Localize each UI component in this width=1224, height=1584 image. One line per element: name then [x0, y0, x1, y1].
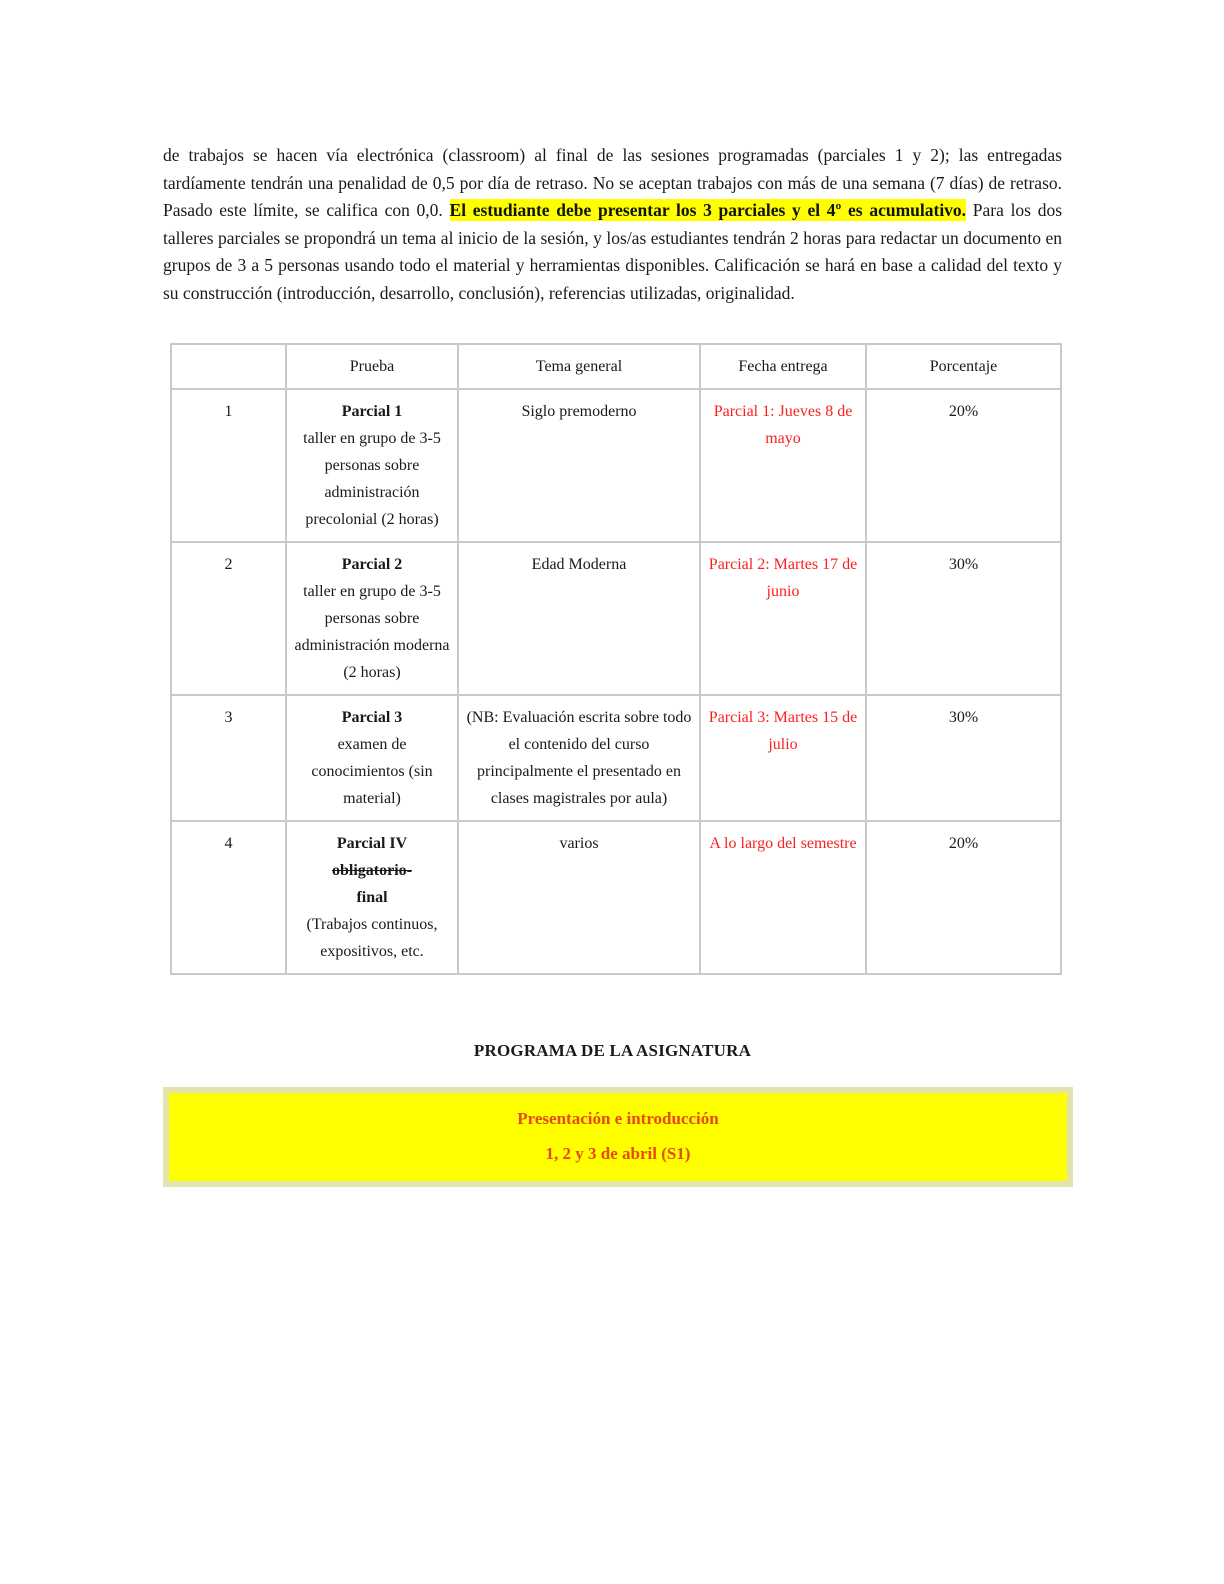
banner-line-1: Presentación e introducción — [517, 1109, 719, 1128]
highlight-banner — [163, 1087, 1073, 1187]
banner-line-2: 1, 2 y 3 de abril (S1) — [545, 1144, 691, 1163]
prueba-title: Parcial 2 — [341, 556, 403, 573]
highlighted-sentence: El estudiante debe presentar los 3 parciales y el 4º es acumulativo. — [449, 200, 967, 220]
table-row — [171, 821, 1061, 974]
evaluation-table — [170, 343, 1062, 975]
porcentaje-cell: 30% — [866, 695, 1061, 821]
intro-text-before: de trabajos se hacen vía electrónica (classroom) al final de las sesiones programadas (parciales 1 y 2); las entregadas tardíamente tendrán una penalidad de 0,5 por día de retraso. No se aceptan trabajos con más de una semana (7 días) de retraso. Pasado este límite, se califica con 0,0. — [163, 145, 1062, 220]
prueba-title: Parcial 1 — [341, 403, 403, 420]
prueba-cell — [286, 821, 458, 974]
prueba-detail: taller en grupo de 3-5 personas sobre administración precolonial (2 horas) — [303, 430, 441, 528]
prueba-cell — [286, 542, 458, 695]
intro-paragraph — [163, 142, 1062, 307]
table-header-row — [171, 344, 1061, 389]
tema-cell: (NB: Evaluación escrita sobre todo el contenido del curso principalmente el presentado en clases magistrales por aula) — [458, 695, 700, 821]
fecha-entrega-cell: Parcial 2: Martes 17 de junio — [700, 542, 866, 695]
row-number: 1 — [171, 389, 286, 542]
row-number: 2 — [171, 542, 286, 695]
prueba-title-2: final — [356, 889, 388, 906]
prueba-struck: obligatorio- — [332, 862, 412, 879]
prueba-detail: (Trabajos continuos, expositivos, etc. — [306, 916, 438, 960]
porcentaje-cell: 20% — [866, 821, 1061, 974]
prueba-cell — [286, 695, 458, 821]
row-number: 4 — [171, 821, 286, 974]
fecha-entrega-cell: Parcial 1: Jueves 8 de mayo — [700, 389, 866, 542]
header-tema-general: Tema general — [458, 344, 700, 389]
fecha-entrega-cell: Parcial 3: Martes 15 de julio — [700, 695, 866, 821]
tema-cell: Edad Moderna — [458, 542, 700, 695]
table-row — [171, 542, 1061, 695]
header-prueba: Prueba — [286, 344, 458, 389]
header-porcentaje: Porcentaje — [866, 344, 1061, 389]
porcentaje-cell: 20% — [866, 389, 1061, 542]
table-row — [171, 389, 1061, 542]
porcentaje-cell: 30% — [866, 542, 1061, 695]
header-fecha-entrega: Fecha entrega — [700, 344, 866, 389]
fecha-entrega-cell: A lo largo del semestre — [700, 821, 866, 974]
header-empty — [171, 344, 286, 389]
prueba-title: Parcial 3 — [341, 709, 403, 726]
table-row — [171, 695, 1061, 821]
prueba-detail: taller en grupo de 3-5 personas sobre administración moderna (2 horas) — [294, 583, 450, 681]
tema-cell: varios — [458, 821, 700, 974]
section-title: PROGRAMA DE LA ASIGNATURA — [473, 1041, 752, 1060]
intro-text-after: Para los dos talleres parciales se propondrá un tema al inicio de la sesión, y los/as estudiantes tendrán 2 horas para redactar un documento en grupos de 3 a 5 personas usando todo el material y herramientas disponibles. Calificación se hará en base a calidad del texto y su construcción (introducción, desarrollo, conclusión), referencias utilizadas, originalidad. — [163, 200, 1063, 303]
tema-cell: Siglo premoderno — [458, 389, 700, 542]
prueba-title: Parcial IV — [336, 835, 408, 852]
prueba-detail: examen de conocimientos (sin material) — [311, 736, 433, 807]
row-number: 3 — [171, 695, 286, 821]
prueba-cell — [286, 389, 458, 542]
